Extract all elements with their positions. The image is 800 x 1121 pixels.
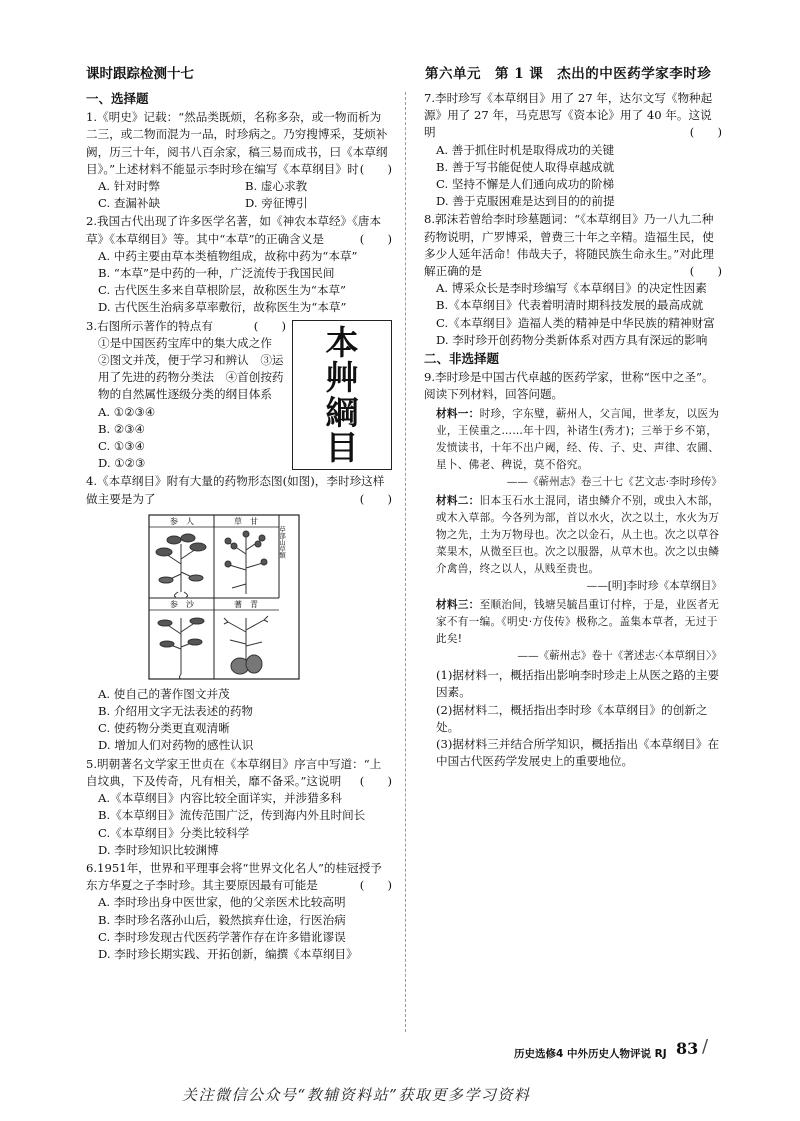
q9-material-2	[436, 493, 722, 578]
q3-stem: 3.右图所示著作的特点有	[86, 318, 213, 333]
seal-char-1: 本	[325, 322, 359, 362]
q3-body: ①是中国医药宝库中的集大成之作 ②图文并茂，便于学习和辨认 ③运用了先进的药物分类法 ④首创按药物的自然属性逐级分类的纲目体系	[98, 335, 284, 402]
q5-option-b: B.《本草纲目》流传范围广泛，传到海内外且时间长	[98, 808, 366, 823]
q7-stem: 7.李时珍写《本草纲目》用了 27 年，达尔文写《物种起源》用了 27 年，马克思写《资本论》用了 40 年。这说明	[424, 91, 713, 140]
q1-option-a: A. 针对时弊	[98, 179, 161, 194]
q9-material-1-label: 材料一：	[436, 407, 480, 420]
q1-option-b: B. 虚心求教	[245, 179, 308, 194]
question-1	[86, 109, 392, 212]
q5-option-d: D. 李时珍知识比较渊博	[98, 842, 219, 857]
q4-stem: 4.《本草纲目》附有大量的药物形态图(如图)，李时珍这样做主要是为了	[86, 474, 385, 506]
q9-subquestion-3: (3)据材料三并结合所学知识，概括指出《本草纲目》在中国古代医药学发展史上的重要地位。	[436, 737, 720, 769]
q3-option-c: C. ①③④	[98, 439, 146, 454]
q2-option-a: A. 中药主要由草本类植物组成，故称中药为“本草”	[98, 248, 358, 263]
q9-material-1-text: 时珍，字东璧，蕲州人，父言闻，世孝友，以医为业，王侯重之……年十四，补诸生(秀才)；三举于乡不第，发愤读书，十年不出户阈，经、传、子、史、声律、农圃、星卜、佛老、稗说，莫不俗究。	[436, 407, 720, 471]
question-7	[424, 90, 722, 210]
section-nonchoice-title: 二、非选择题	[424, 351, 500, 367]
question-8	[424, 211, 722, 349]
bottom-handwritten-note: 关注微信公众号“教辅资料站”获取更多学习资料	[182, 1086, 531, 1104]
question-5	[86, 756, 392, 859]
q3-option-b: B. ②③④	[98, 421, 146, 436]
herb-drawing-3	[158, 618, 204, 679]
q6-stem: 6.1951年，世界和平理事会将“世界文化名人”的桂冠授予东方华夏之子李时珍。其主要原因最有可能是	[86, 860, 382, 893]
seal-char-3: 綱	[325, 392, 359, 432]
question-9	[424, 369, 722, 770]
herb-drawing-1	[156, 534, 206, 597]
header-left-title: 课时跟踪检测十七	[86, 66, 194, 82]
column-divider	[405, 92, 406, 1032]
q4-paren: ( )	[359, 491, 392, 506]
q9-material-2-label: 材料二：	[436, 494, 480, 507]
herb-label-qinghao: 蓍 青	[234, 599, 258, 609]
q7-option-d: D. 善于克服困难是达到目的的前提	[436, 194, 615, 209]
seal-char-2: 艸	[325, 357, 359, 397]
q6-option-b: B. 李时珍名落孙山后，毅然摈弃仕途，行医治病	[98, 912, 346, 927]
q8-option-b: B.《本草纲目》代表着明清时期科技发展的最高成就	[436, 298, 704, 313]
page-number: 83	[676, 1039, 699, 1058]
q9-material-3	[436, 597, 722, 648]
question-3	[86, 318, 392, 473]
q2-option-d: D. 古代医生治病多草率敷衍，故称医生为“本草”	[98, 300, 347, 315]
q7-paren: ( )	[689, 125, 722, 140]
q9-stem: 9.李时珍是中国古代卓越的医药学家，世称“医中之圣”。阅读下列材料，回答问题。	[424, 370, 714, 402]
q9-subquestion-2: (2)据材料二，概括指出李时珍《本草纲目》的创新之处。	[436, 702, 708, 734]
q2-option-c: C. 古代医生多来自草根阶层，故称医生为“本草”	[98, 283, 346, 298]
herb-label-gancao: 草 甘	[234, 516, 258, 526]
q6-option-d: D. 李时珍长期实践、开拓创新，编撰《本草纲目》	[98, 946, 358, 961]
right-column	[424, 90, 722, 771]
q3-option-d: D. ①②③	[98, 456, 146, 471]
q5-stem: 5.明朝著名文学家王世贞在《本草纲目》序言中写道：“上自坟典，下及传奇，凡有相关，靡不备采。”这说明	[86, 756, 382, 788]
question-6	[86, 860, 392, 963]
herb-drawing-2	[225, 531, 267, 594]
q1-option-c: C. 查漏补缺	[98, 196, 161, 211]
q7-option-c: C. 坚持不懈是人们通向成功的阶梯	[436, 177, 615, 192]
q7-option-b: B. 善于写书能促使人取得卓越成就	[436, 159, 615, 174]
herb-label-renshen: 参 人	[170, 516, 194, 526]
herb-label-shashen: 参 沙	[170, 599, 194, 609]
q3-paren: ( )	[253, 318, 286, 333]
q4-option-d: D. 增加人们对药物的感性认识	[98, 738, 254, 753]
q5-paren: ( )	[359, 773, 392, 788]
seal-char-4: 目	[325, 427, 359, 467]
q9-material-2-text: 旧本玉石水土混同，诸虫鳞介不别，或虫入木部，或木入草部。今各列为部，首以水火，次之以土，水火为万物之先，土为万物母也。次之以金石，从土也。次之以草谷菜果木，从微至巨也。次之以服器，从草木也。次之以虫鳞介禽兽，终之以人，从贱至贵也。	[436, 494, 720, 575]
q4-option-a: A. 使自己的著作图文并茂	[98, 686, 230, 701]
q5-option-a: A.《本草纲目》内容比较全面详实，并涉猎多科	[98, 791, 342, 806]
section-choice-title: 一、选择题	[86, 91, 149, 106]
q6-paren: ( )	[359, 878, 392, 893]
q8-option-c: C.《本草纲目》造福人类的精神是中华民族的精神财富	[436, 315, 715, 330]
herb-side-label: 草部山草類	[278, 525, 286, 559]
q6-option-c: C. 李时珍发现古代医药学著作存在许多错讹谬误	[98, 929, 346, 944]
q1-option-d: D. 旁征博引	[245, 196, 308, 211]
q9-material-3-source: ——《蕲州志》卷十《著述志·〈本草纲目〉》	[517, 650, 722, 663]
q9-material-2-source: ——[明]李时珍《本草纲目》	[586, 579, 722, 592]
herb-illustration-svg	[148, 514, 300, 680]
q8-paren: ( )	[689, 264, 722, 279]
bencao-gangmu-seal-image	[292, 320, 392, 470]
q6-option-a: A. 李时珍出身中医世家，他的父亲医术比较高明	[98, 895, 346, 910]
q9-material-1	[436, 406, 722, 474]
q9-material-1-source: ——《蕲州志》卷三十七《艺文志·李时珍传》	[506, 475, 722, 488]
q3-option-a: A. ①②③④	[98, 404, 156, 419]
q8-option-d: D. 李时珍开创药物分类新体系对西方具有深远的影响	[436, 332, 708, 347]
herb-drawing-4	[224, 616, 268, 674]
footer-book-title: 历史选修4 中外历史人物评说 RJ	[514, 1048, 667, 1060]
question-4	[86, 473, 392, 754]
q2-stem: 2.我国古代出现了许多医学名著，如《神农本草经》《唐本草》《本草纲目》等。其中“本草”的正确含义是	[86, 214, 382, 246]
q9-material-3-text: 至顺治间，钱塘吴毓昌重订付梓，于是，业医者无家不有一编。《明史·方伎传》极称之。盖集本草者，无过于此矣!	[436, 599, 720, 646]
q5-option-c: C.《本草纲目》分类比较科学	[98, 825, 250, 840]
q9-subquestion-1: (1)据材料一，概括指出影响李时珍走上从医之路的主要因素。	[436, 668, 720, 700]
left-column	[86, 90, 392, 964]
q4-option-b: B. 介绍用文字无法表述的药物	[98, 704, 254, 719]
herb-illustration-figure	[148, 514, 300, 680]
question-2	[86, 213, 392, 316]
q8-stem: 8.郭沫若曾给李时珍墓题词：“《本草纲目》乃一八九二种药物说明，广罗博采，曾费三十年之辛精。造福生民，使多少人延年活命！伟哉夫子，将随民族生命永生。”对此理解正确的是	[424, 212, 714, 279]
page-slash-decoration: /	[702, 1036, 709, 1057]
q7-option-a: A. 善于抓住时机是取得成功的关键	[436, 142, 615, 157]
q8-option-a: A. 博采众长是李时珍编写《本草纲目》的决定性因素	[436, 281, 707, 296]
q2-paren: ( )	[359, 231, 392, 246]
q1-paren: ( )	[359, 161, 392, 176]
q4-option-c: C. 使药物分类更直观清晰	[98, 721, 230, 736]
q2-option-b: B. “本草”是中药的一种，广泛流传于我国民间	[98, 266, 335, 281]
q9-material-3-label: 材料三：	[436, 599, 480, 612]
header-right-title: 第六单元 第 1 课 杰出的中医药学家李时珍	[425, 66, 712, 82]
q1-stem: 1.《明史》记载：“然品类既烦，名称多杂，或一物而析为二三，或二物而混为一品，时珍病之。乃穷搜博采，芟烦补阙，历三十年，阅书八百余家，稿三易而成书，曰《本草纲目》。”上述材料不能显示李时珍在编写《本草纲目》时	[86, 110, 388, 176]
